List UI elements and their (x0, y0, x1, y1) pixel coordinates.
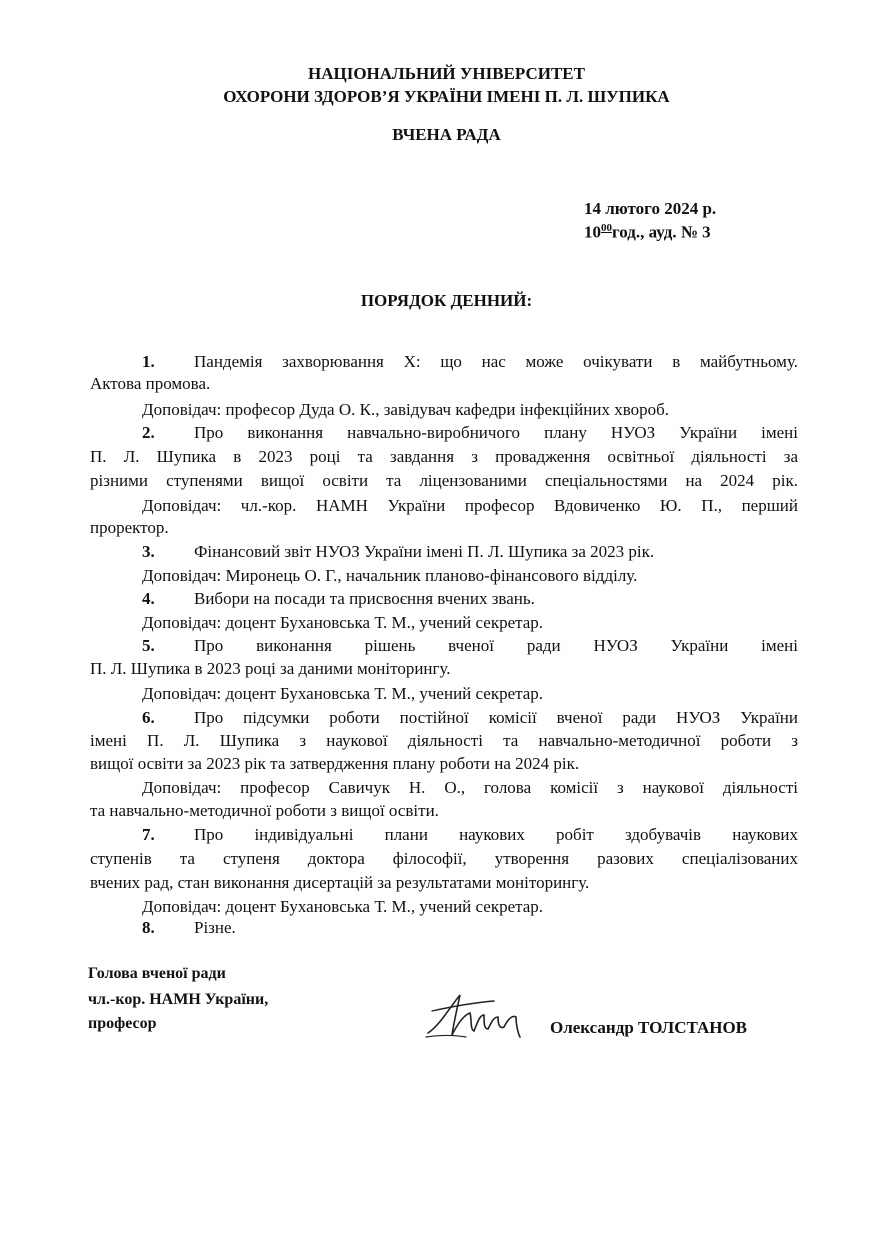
agenda-item-4-reporter: Доповідач: доцент Бухановська Т. М., учений секретар. (142, 613, 544, 632)
agenda-item-2-reporter-line-2: проректор. (90, 518, 169, 537)
meeting-time-hour: 10 (584, 222, 601, 242)
agenda-item-8-line-1: 8. Різне. (142, 918, 236, 937)
agenda-item-6-line-3: вищої освіти за 2023 рік та затвердження плану роботи на 2024 рік. (90, 754, 580, 773)
university-name-line2: ОХОРОНИ ЗДОРОВ’Я УКРАЇНИ ІМЕНІ П. Л. ШУПИКА (223, 87, 670, 106)
agenda-item-2-line-2: П. Л. Шупика в 2023 році та завдання з провадження освітньої діяльності за (90, 447, 798, 466)
agenda-item-3-number: 3. (142, 542, 155, 561)
agenda-item-7-number: 7. (142, 825, 155, 844)
meeting-time-rest: год., ауд. № 3 (612, 222, 711, 242)
agenda-title: ПОРЯДОК ДЕННИЙ: (360, 291, 533, 310)
signer-title-line-3: професор (88, 1015, 157, 1032)
agenda-item-3-reporter: Доповідач: Миронець О. Г., начальник планово-фінансового відділу. (142, 566, 638, 585)
agenda-item-7-reporter: Доповідач: доцент Бухановська Т. М., учений секретар. (142, 897, 544, 916)
agenda-item-6-reporter-line-1: Доповідач: професор Савичук Н. О., голова комісії з наукової діяльності (142, 778, 798, 797)
university-name-line1: НАЦІОНАЛЬНИЙ УНІВЕРСИТЕТ (308, 64, 585, 83)
agenda-item-4-number: 4. (142, 589, 155, 608)
agenda-item-8-number: 8. (142, 918, 155, 937)
signer-title-line-2: чл.-кор. НАМН України, (88, 991, 269, 1008)
agenda-item-2-line-1: 2. Про виконання навчально-виробничого плану НУОЗ України імені (142, 423, 798, 442)
agenda-item-7-line-1: 7. Про індивідуальні плани наукових робіт здобувачів наукових (142, 825, 798, 844)
agenda-item-2-reporter-line-1: Доповідач: чл.-кор. НАМН України професор Вдовиченко Ю. П., перший (142, 496, 798, 515)
agenda-item-5-line-2: П. Л. Шупика в 2023 році за даними моніторингу. (90, 659, 451, 678)
council-title: ВЧЕНА РАДА (392, 125, 501, 144)
agenda-item-1-number: 1. (142, 352, 155, 371)
agenda-item-1-reporter: Доповідач: професор Дуда О. К., завідувач кафедри інфекційних хвороб. (142, 400, 670, 419)
agenda-item-2-number: 2. (142, 423, 155, 442)
meeting-time (584, 222, 711, 243)
agenda-item-3-line-1: 3. Фінансовий звіт НУОЗ України імені П. Л. Шупика за 2023 рік. (142, 542, 655, 561)
signer-name: Олександр ТОЛСТАНОВ (550, 1018, 748, 1037)
agenda-item-6-reporter-line-2: та навчально-методичної роботи з вищої освіти. (90, 801, 439, 820)
agenda-item-6-number: 6. (142, 708, 155, 727)
agenda-item-5-line-1: 5. Про виконання рішень вченої ради НУОЗ України імені (142, 636, 798, 655)
meeting-time-minutes: 00 (601, 222, 612, 234)
agenda-item-5-reporter: Доповідач: доцент Бухановська Т. М., учений секретар. (142, 684, 544, 703)
agenda-item-4-line-1: 4. Вибори на посади та присвоєння вчених звань. (142, 589, 535, 608)
meeting-date: 14 лютого 2024 р. (584, 199, 717, 218)
agenda-item-5-number: 5. (142, 636, 155, 655)
agenda-item-6-line-2: імені П. Л. Шупика з наукової діяльності та навчально-методичної роботи з (90, 731, 798, 750)
agenda-item-1-line-1: 1. Пандемія захворювання Х: що нас може очікувати в майбутньому. (142, 352, 798, 371)
handwritten-signature (420, 985, 530, 1045)
agenda-item-7-line-2: ступенів та ступеня доктора філософії, утворення разових спеціалізованих (90, 849, 798, 868)
signer-title-line-1: Голова вченої ради (88, 965, 226, 982)
agenda-item-7-line-3: вчених рад, стан виконання дисертацій за результатами моніторингу. (90, 873, 590, 892)
agenda-item-6-line-1: 6. Про підсумки роботи постійної комісії вченої ради НУОЗ України (142, 708, 798, 727)
agenda-item-2-line-3: різними ступенями вищої освіти та ліцензованими спеціальностями на 2024 рік. (90, 471, 798, 490)
agenda-item-1-line-2: Актова промова. (90, 374, 211, 393)
